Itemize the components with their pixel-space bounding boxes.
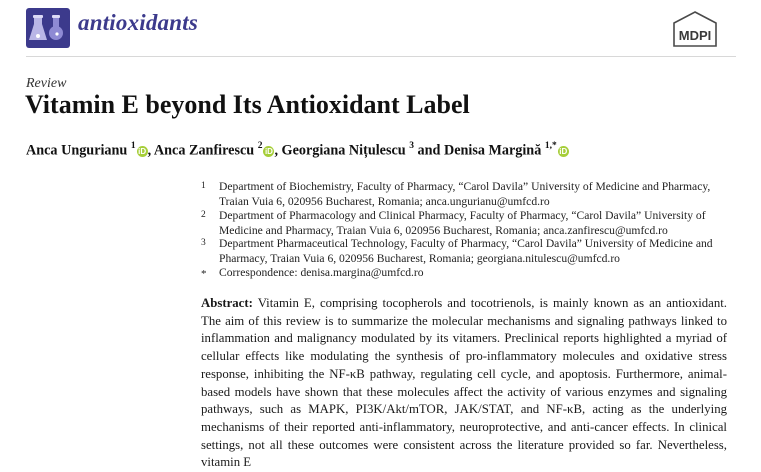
author-separator: ,: [147, 142, 154, 159]
author-affiliation-mark: 1: [130, 141, 136, 151]
correspondence-text: Correspondence: denisa.margina@umfcd.ro: [219, 266, 424, 279]
affiliation-number: 2: [201, 210, 206, 220]
abstract-label: Abstract:: [201, 296, 253, 310]
affiliation-text: Department of Pharmacology and Clinical Pharmacy, Faculty of Pharmacy, “Carol Davila” University of Medicine and Pharmacy, Traian Vuia 6, 020956 Bucharest, Romania; anca.zanfirescu@umfcd.ro: [219, 209, 706, 237]
author-name[interactable]: Anca Ungurianu: [26, 142, 128, 159]
affiliation-number: 1: [201, 181, 206, 191]
author-list: [26, 142, 569, 160]
mdpi-hexagon-logo-icon: [664, 10, 726, 50]
flasks-logo-icon: [26, 8, 70, 48]
author-affiliation-mark: 2: [257, 141, 263, 151]
orcid-icon[interactable]: iD: [264, 146, 273, 156]
correspondence-mark: *: [201, 268, 207, 280]
journal-name: antioxidants: [78, 10, 198, 35]
affiliation-text: Department of Biochemistry, Faculty of Pharmacy, “Carol Davila” University of Medicine and Pharmacy, Traian Vuia 6, 020956 Bucharest, Romania; anca.ungurianu@umfcd.ro: [219, 180, 711, 208]
header-divider: [26, 56, 736, 57]
author-name[interactable]: Georgiana Nițulescu: [281, 142, 406, 159]
author-affiliation-mark: 1,*: [544, 141, 557, 151]
orcid-icon[interactable]: iD: [559, 146, 568, 156]
orcid-icon[interactable]: iD: [138, 146, 147, 156]
author-separator: ,: [274, 142, 282, 159]
affiliation-text: Department Pharmaceutical Technology, Faculty of Pharmacy, “Carol Davila” University of Medicine and Pharmacy, Traian Vuia 6, 020956 Bucharest, Romania; georgiana.nitulescu@umfcd.ro: [219, 237, 713, 265]
abstract: [201, 295, 727, 472]
article-title: Vitamin E beyond Its Antioxidant Label: [25, 90, 470, 119]
publisher-name: MDPI: [678, 28, 712, 43]
author-name[interactable]: Denisa Margină: [443, 142, 542, 159]
author-name[interactable]: Anca Zanfirescu: [153, 142, 255, 159]
author-affiliation-mark: 3: [409, 141, 414, 151]
abstract-text: Vitamin E, comprising tocopherols and tocotrienols, is mainly known as an antioxidant. The aim of this review is to summarize the molecular mechanisms and signaling pathways linked to inflammation and malignancy modulated by its vitamers. Preclinical reports highlighted a myriad of cellular effects like modulating the synthesis of pro-inflammatory molecules and oxidative stress response, inhibiting the NF-κB pathway, regulating cell cycle, and apoptosis. Furthermore, animal-based models have shown that these molecules affect the activity of various enzymes and signaling pathways, such as MAPK, PI3K/Akt/mTOR, JAK/STAT, and NF-κB, acting as the underlying mechanisms of their reported anti-inflammatory, neuroprotective, and anti-cancer effects. In clinical settings, not all these outcomes were consistent across the literature provided so far. Nevertheless, vitamin E: [201, 296, 728, 470]
article-type: Review: [26, 76, 67, 91]
author-separator: and: [413, 142, 444, 159]
affiliation-number: 3: [201, 238, 206, 248]
